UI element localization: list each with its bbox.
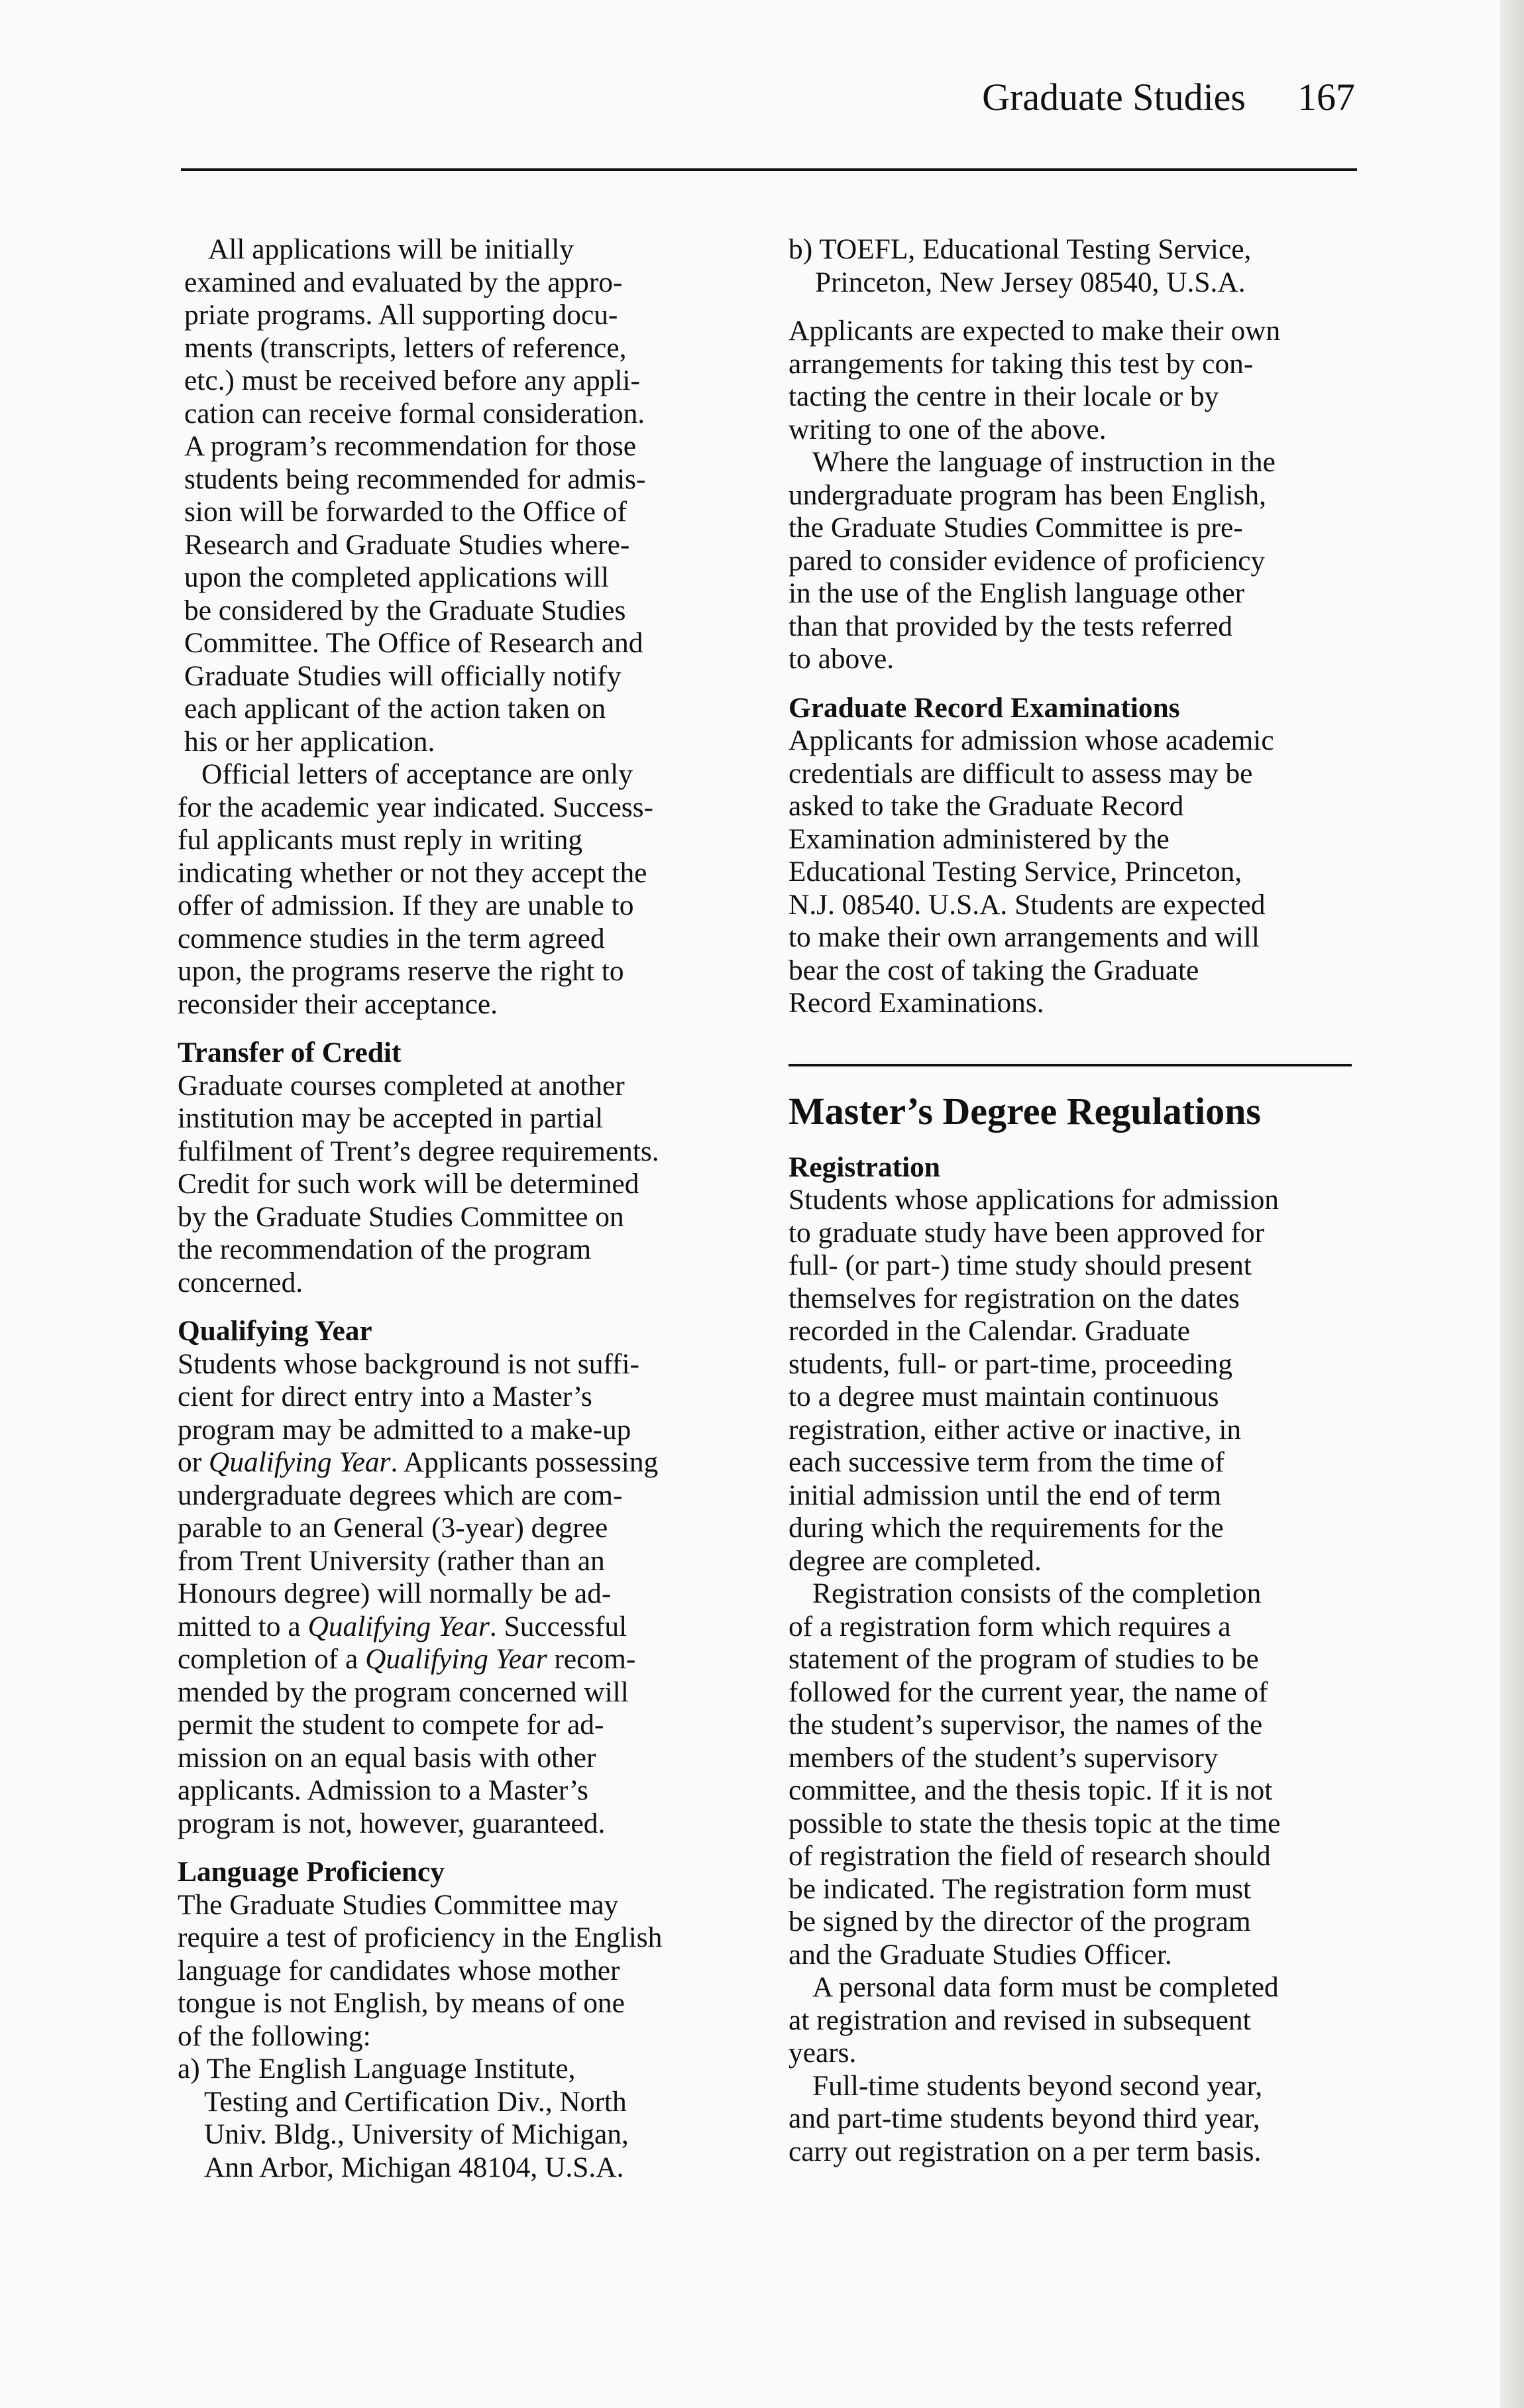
paragraph-transfer-of-credit xyxy=(178,1070,761,1300)
text-line: institution may be accepted in partial xyxy=(178,1102,604,1134)
section-title-masters-degree-regulations: Master’s Degree Regulations xyxy=(789,1089,1261,1133)
text-line: The Graduate Studies Committee may xyxy=(178,1888,619,1921)
text-line: to make their own arrangements and will xyxy=(789,921,1260,953)
text-line: mitted to a Qualifying Year. Successful xyxy=(178,1610,627,1642)
text-line: the student’s supervisor, the names of the xyxy=(789,1709,1263,1741)
paragraph-language-of-instruction xyxy=(789,446,1358,676)
text-line: Univ. Bldg., University of Michigan, xyxy=(204,2118,629,2150)
page-number: 167 xyxy=(1297,76,1355,119)
text-line: A program’s recommendation for those xyxy=(184,430,637,462)
text-line: examined and evaluated by the appro- xyxy=(184,266,623,298)
text-line: Testing and Certification Div., North xyxy=(204,2085,627,2118)
text-line: Applicants for admission whose academic xyxy=(789,724,1274,756)
text-line: than that provided by the tests referred xyxy=(789,610,1232,642)
text-line: degree are completed. xyxy=(789,1544,1042,1577)
paragraph-term-registration xyxy=(789,2070,1358,2169)
text-line: followed for the current year, the name of xyxy=(789,1676,1268,1708)
text-line: Graduate Studies will officially notify xyxy=(184,659,622,692)
text-line: Credit for such work will be determined xyxy=(178,1168,639,1200)
text-line: etc.) must be received before any appli- xyxy=(184,365,640,396)
text-line: bear the cost of taking the Graduate xyxy=(789,954,1199,986)
text-line: credentials are difficult to assess may be xyxy=(789,757,1253,789)
text-line: be signed by the director of the program xyxy=(789,1906,1251,1937)
text-line: the recommendation of the program xyxy=(178,1233,592,1265)
text-line: Committee. The Office of Research and xyxy=(184,627,643,659)
paragraph-applications xyxy=(178,233,761,758)
paragraph-toefl-arrangements xyxy=(789,315,1358,446)
text-line: themselves for registration on the dates xyxy=(789,1282,1240,1314)
heading-registration: Registration xyxy=(789,1151,940,1183)
text-line: ful applicants must reply in writing xyxy=(178,824,582,856)
text-line: b) TOEFL, Educational Testing Service, xyxy=(789,233,1252,265)
text-line: parable to an General (3-year) degree xyxy=(178,1512,608,1544)
text-line: Graduate courses completed at another xyxy=(178,1069,625,1102)
text-line: in the use of the English language other xyxy=(789,577,1245,609)
text-line: to a degree must maintain continuous xyxy=(789,1381,1219,1412)
text-line: students, full- or part-time, proceeding xyxy=(789,1347,1232,1380)
page-header xyxy=(982,78,1355,117)
header-rule xyxy=(181,168,1357,171)
text-line: Record Examinations. xyxy=(789,987,1044,1019)
text-line: sion will be forwarded to the Office of xyxy=(184,496,627,528)
text-line: of the following: xyxy=(178,2020,371,2052)
text-line: Where the language of instruction in the xyxy=(812,446,1276,478)
heading-qualifying-year: Qualifying Year xyxy=(178,1315,372,1347)
text-line: initial admission until the end of term xyxy=(789,1479,1222,1511)
text-line: require a test of proficiency in the English xyxy=(178,1921,663,1953)
text-line: pared to consider evidence of proficiency xyxy=(789,544,1266,577)
text-line: undergraduate program has been English, xyxy=(789,479,1266,511)
heading-transfer-of-credit: Transfer of Credit xyxy=(178,1037,402,1068)
text-line: tacting the centre in their locale or by xyxy=(789,380,1219,412)
text-line: applicants. Admission to a Master’s xyxy=(178,1774,588,1806)
text-line: the Graduate Studies Committee is pre- xyxy=(789,512,1243,544)
text-line: be considered by the Graduate Studies xyxy=(184,594,626,626)
text-line: fulfilment of Trent’s degree requirements. xyxy=(178,1135,659,1167)
running-title: Graduate Studies xyxy=(982,76,1246,119)
text-line: mission on an equal basis with other xyxy=(178,1741,596,1774)
text-line: commence studies in the term agreed xyxy=(178,922,605,954)
text-line: reconsider their acceptance. xyxy=(178,988,498,1020)
text-line: by the Graduate Studies Committee on xyxy=(178,1200,624,1233)
paragraph-acceptance xyxy=(178,758,761,1021)
text-line: Students whose background is not suffi- xyxy=(178,1347,640,1380)
text-line: years. xyxy=(789,2037,857,2069)
text-line: mended by the program concerned will xyxy=(178,1676,629,1708)
text-line: language for candidates whose mother xyxy=(178,1954,620,1986)
text-line: Educational Testing Service, Princeton, xyxy=(789,856,1242,888)
text-line: undergraduate degrees which are com- xyxy=(178,1479,623,1511)
text-line: from Trent University (rather than an xyxy=(178,1544,605,1577)
text-line: each applicant of the action taken on xyxy=(184,693,606,724)
text-line: Applicants are expected to make their own xyxy=(789,315,1281,347)
text-line: cient for direct entry into a Master’s xyxy=(178,1381,592,1412)
text-line: members of the student’s supervisory xyxy=(789,1741,1219,1774)
text-line: and the Graduate Studies Officer. xyxy=(789,1938,1172,1971)
text-line: be indicated. The registration form must xyxy=(789,1872,1252,1905)
text-line: a) The English Language Institute, xyxy=(178,2053,576,2085)
text-line: statement of the program of studies to be xyxy=(789,1643,1259,1675)
heading-graduate-record-examinations: Graduate Record Examinations xyxy=(789,691,1180,724)
text-line: writing to one of the above. xyxy=(789,413,1107,445)
text-line: to above. xyxy=(789,643,895,675)
text-line: Princeton, New Jersey 08540, U.S.A. xyxy=(815,266,1246,298)
text-line: of a registration form which requires a xyxy=(789,1610,1231,1642)
text-line: Ann Arbor, Michigan 48104, U.S.A. xyxy=(204,2151,624,2183)
text-line: permit the student to compete for ad- xyxy=(178,1709,604,1741)
text-line: program may be admitted to a make-up xyxy=(178,1413,631,1446)
text-line: A personal data form must be completed xyxy=(812,1971,1279,2003)
text-line: asked to take the Graduate Record xyxy=(789,790,1184,822)
text-line: Research and Graduate Studies where- xyxy=(184,528,630,561)
text-line: completion of a Qualifying Year recom- xyxy=(178,1643,636,1675)
left-column xyxy=(178,233,761,2184)
text-line: ments (transcripts, letters of reference, xyxy=(184,331,627,364)
text-line: arrangements for taking this test by con- xyxy=(789,347,1254,380)
text-line: priate programs. All supporting docu- xyxy=(184,299,618,331)
text-line: each successive term from the time of xyxy=(789,1446,1225,1478)
text-line: Honours degree) will normally be ad- xyxy=(178,1577,612,1609)
text-line: Registration consists of the completion xyxy=(812,1577,1262,1609)
list-item-a xyxy=(178,2053,761,2184)
text-line: Full-time students beyond second year, xyxy=(812,2069,1263,2102)
heading-language-proficiency: Language Proficiency xyxy=(178,1856,445,1888)
text-line: his or her application. xyxy=(184,725,435,758)
text-line: carry out registration on a per term basis. xyxy=(789,2135,1262,2167)
text-line: recorded in the Calendar. Graduate xyxy=(789,1315,1190,1347)
text-line: at registration and revised in subsequent xyxy=(789,2004,1251,2036)
text-line: cation can receive formal consideration. xyxy=(184,397,645,430)
text-line: Examination administered by the xyxy=(789,823,1170,855)
text-line: students being recommended for admis- xyxy=(184,463,646,495)
text-line: registration, either active or inactive, in xyxy=(789,1413,1242,1446)
text-line: or Qualifying Year. Applicants possessing xyxy=(178,1446,659,1478)
paragraph-graduate-record-examinations xyxy=(789,724,1358,1020)
text-line: during which the requirements for the xyxy=(789,1512,1224,1544)
text-line: full- (or part-) time study should present xyxy=(789,1249,1252,1281)
paragraph-qualifying-year xyxy=(178,1348,761,1841)
text-line: Official letters of acceptance are only xyxy=(201,758,633,790)
text-line: offer of admission. If they are unable to xyxy=(178,889,634,921)
text-line: tongue is not English, by means of one xyxy=(178,1987,625,2019)
text-line: possible to state the thesis topic at the time xyxy=(789,1807,1281,1839)
paragraph-personal-data-form xyxy=(789,1971,1358,2070)
page-edge-shadow xyxy=(1500,0,1524,2408)
paragraph-language-proficiency xyxy=(178,1889,761,2053)
text-line: All applications will be initially xyxy=(208,233,574,265)
paragraph-registration xyxy=(789,1184,1358,1577)
right-column xyxy=(789,233,1358,2168)
text-line: upon, the programs reserve the right to xyxy=(178,955,624,987)
text-line: concerned. xyxy=(178,1266,303,1298)
text-line: and part-time students beyond third year, xyxy=(789,2102,1260,2134)
text-line: Students whose applications for admission xyxy=(789,1184,1279,1216)
text-line: of registration the field of research should xyxy=(789,1840,1271,1872)
section-rule xyxy=(789,1064,1352,1066)
list-item-b xyxy=(789,233,1358,299)
text-line: N.J. 08540. U.S.A. Students are expected xyxy=(789,888,1266,921)
paragraph-registration-form xyxy=(789,1577,1358,1971)
text-line: to graduate study have been approved for xyxy=(789,1216,1265,1249)
text-line: committee, and the thesis topic. If it is not xyxy=(789,1774,1273,1806)
text-line: indicating whether or not they accept the xyxy=(178,856,647,889)
text-line: for the academic year indicated. Success- xyxy=(178,791,654,823)
text-line: upon the completed applications will xyxy=(184,561,610,593)
text-line: program is not, however, guaranteed. xyxy=(178,1807,606,1839)
